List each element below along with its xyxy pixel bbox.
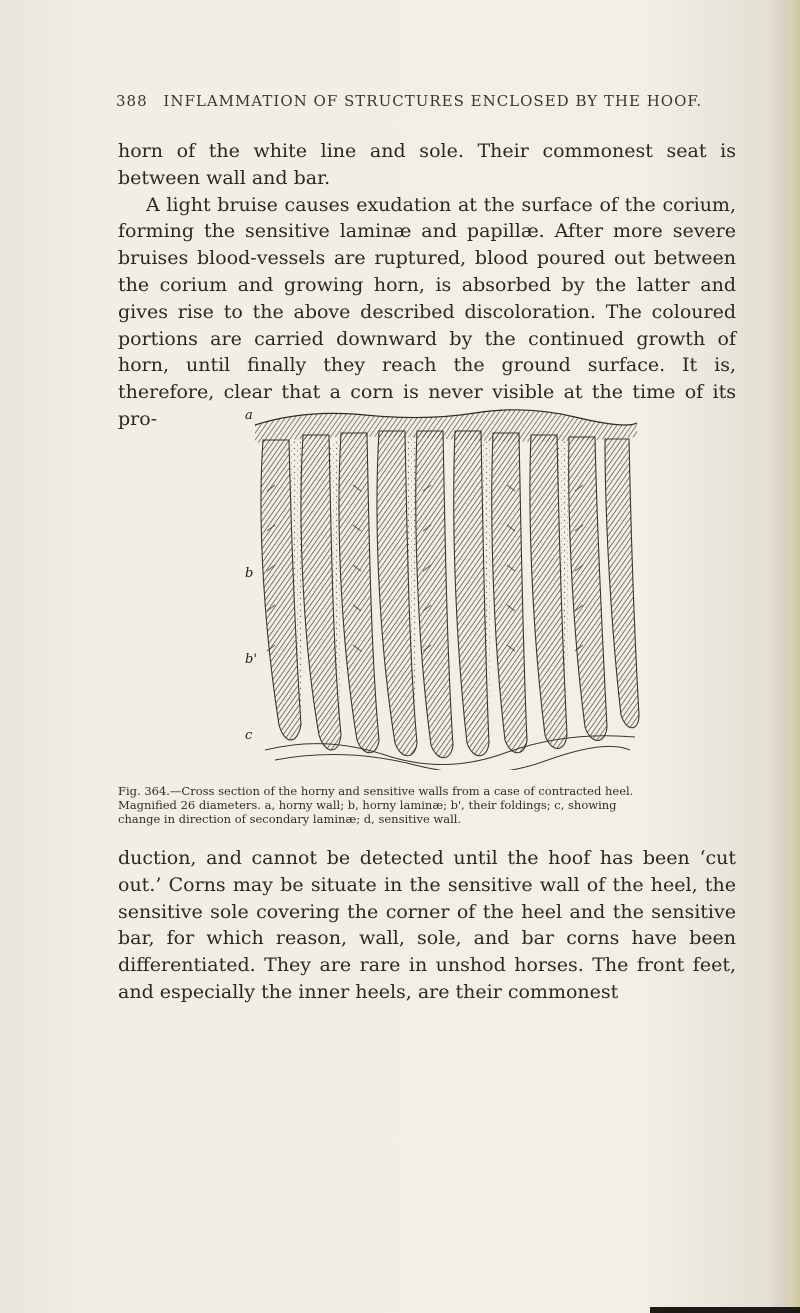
figure-label-c: c xyxy=(245,728,253,743)
figure-caption xyxy=(118,784,738,826)
figure-label-b-prime: b' xyxy=(245,652,257,667)
caption-line-1: Fig. 364.—Cross section of the horny and sensitive walls from a case of contracted heel. xyxy=(118,784,634,798)
paragraph-1: horn of the white line and sole. Their commonest seat is between wall and bar. xyxy=(118,140,736,189)
page-edge-shadow xyxy=(782,0,800,1313)
figure-label-b: b xyxy=(245,566,254,581)
laminae-cross-section-drawing xyxy=(245,405,643,770)
figure-364-illustration xyxy=(245,405,643,770)
top-text-block xyxy=(118,138,736,433)
caption-line-3: change in direction of secondary laminæ; d, sensitive wall. xyxy=(118,812,462,826)
running-header xyxy=(116,92,756,110)
caption-line-2: Magnified 26 diameters. a, horny wall; b, horny laminæ; b', their foldings; c, showing xyxy=(118,798,617,812)
paragraph-3: duction, and cannot be detected until the hoof has been ‘cut out.’ Corns may be situate in the sensitive wall of the heel, the sensitive sole covering the corner of the heel and the sensitive bar, for which reason, wall, sole, and bar corns have been differentiated. They are rare in unshod horses. The front feet, and especially the inner heels, are their commonest xyxy=(118,847,736,1003)
paragraph-2: A light bruise causes exudation at the surface of the corium, forming the sensitive laminæ and papillæ. After more severe bruises blood-vessels are ruptured, blood poured out between the corium and growing horn, is absorbed by the latter and gives rise to the above described discoloration. The coloured portions are carried downward by the continued growth of horn, until finally they reach the ground surface. It is, therefore, clear that a corn is never visible at the time of its pro- xyxy=(118,193,736,430)
page-number: 388 xyxy=(116,92,148,110)
running-title: INFLAMMATION OF STRUCTURES ENCLOSED BY THE HOOF. xyxy=(163,92,703,110)
bottom-text-block xyxy=(118,845,736,1006)
figure-label-a: a xyxy=(245,408,253,423)
bottom-edge-bar xyxy=(650,1307,800,1313)
